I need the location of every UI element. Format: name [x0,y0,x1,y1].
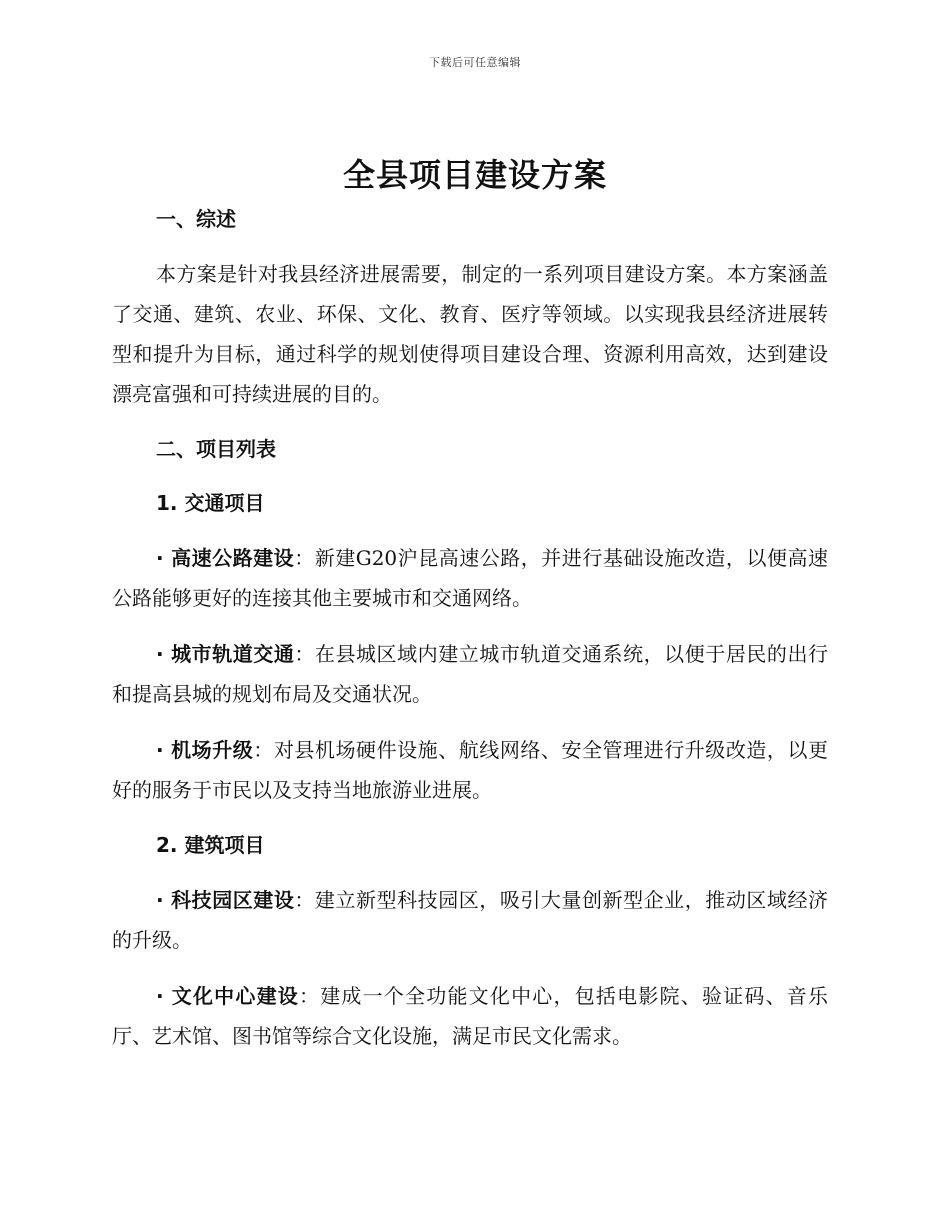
document-title: 全县项目建设方案 [342,156,607,194]
item-lead: · 文化中心建设 [156,984,300,1008]
section-heading-overview: 一、综述 [156,207,236,231]
item-lead: · 城市轨道交通 [156,642,295,666]
page-header-note: 下载后可任意编辑 [429,56,521,69]
document-body [112,200,828,1056]
item-lead: · 高速公路建设 [156,546,295,570]
item-text: ：建成一个全功能文化中心，包括电影院、验证码、音乐厅、艺术馆、图书馆等综合文化设施，满足市民文化需求。 [112,984,828,1048]
list-item [112,976,828,1056]
item-lead: · 科技园区建设 [156,888,295,912]
subsection-heading-construction: 2. 建筑项目 [156,833,265,857]
list-item [112,538,828,618]
item-lead: · 机场升级 [156,738,254,762]
section-heading-project-list: 二、项目列表 [156,437,276,461]
subsection-heading-transport: 1. 交通项目 [156,491,265,515]
list-item [112,730,828,810]
item-text: ：建立新型科技园区，吸引大量创新型企业，推动区域经济的升级。 [112,888,828,952]
item-text: ：在县城区域内建立城市轨道交通系统，以便于居民的出行和提高县城的规划布局及交通状况。 [112,642,828,706]
list-item [112,880,828,960]
item-text: ：对县机场硬件设施、航线网络、安全管理进行升级改造，以更好的服务于市民以及支持当地旅游业进展。 [112,738,829,802]
overview-paragraph: 本方案是针对我县经济进展需要，制定的一系列项目建设方案。本方案涵盖了交通、建筑、农业、环保、文化、教育、医疗等领域。以实现我县经济进展转型和提升为目标，通过科学的规划使得项目建设合理、资源利用高效，达到建设漂亮富强和可持续进展的目的。 [112,262,828,406]
list-item [112,634,828,714]
item-text: ：新建G20沪昆高速公路，并进行基础设施改造，以便高速公路能够更好的连接其他主要城市和交通网络。 [112,546,828,610]
